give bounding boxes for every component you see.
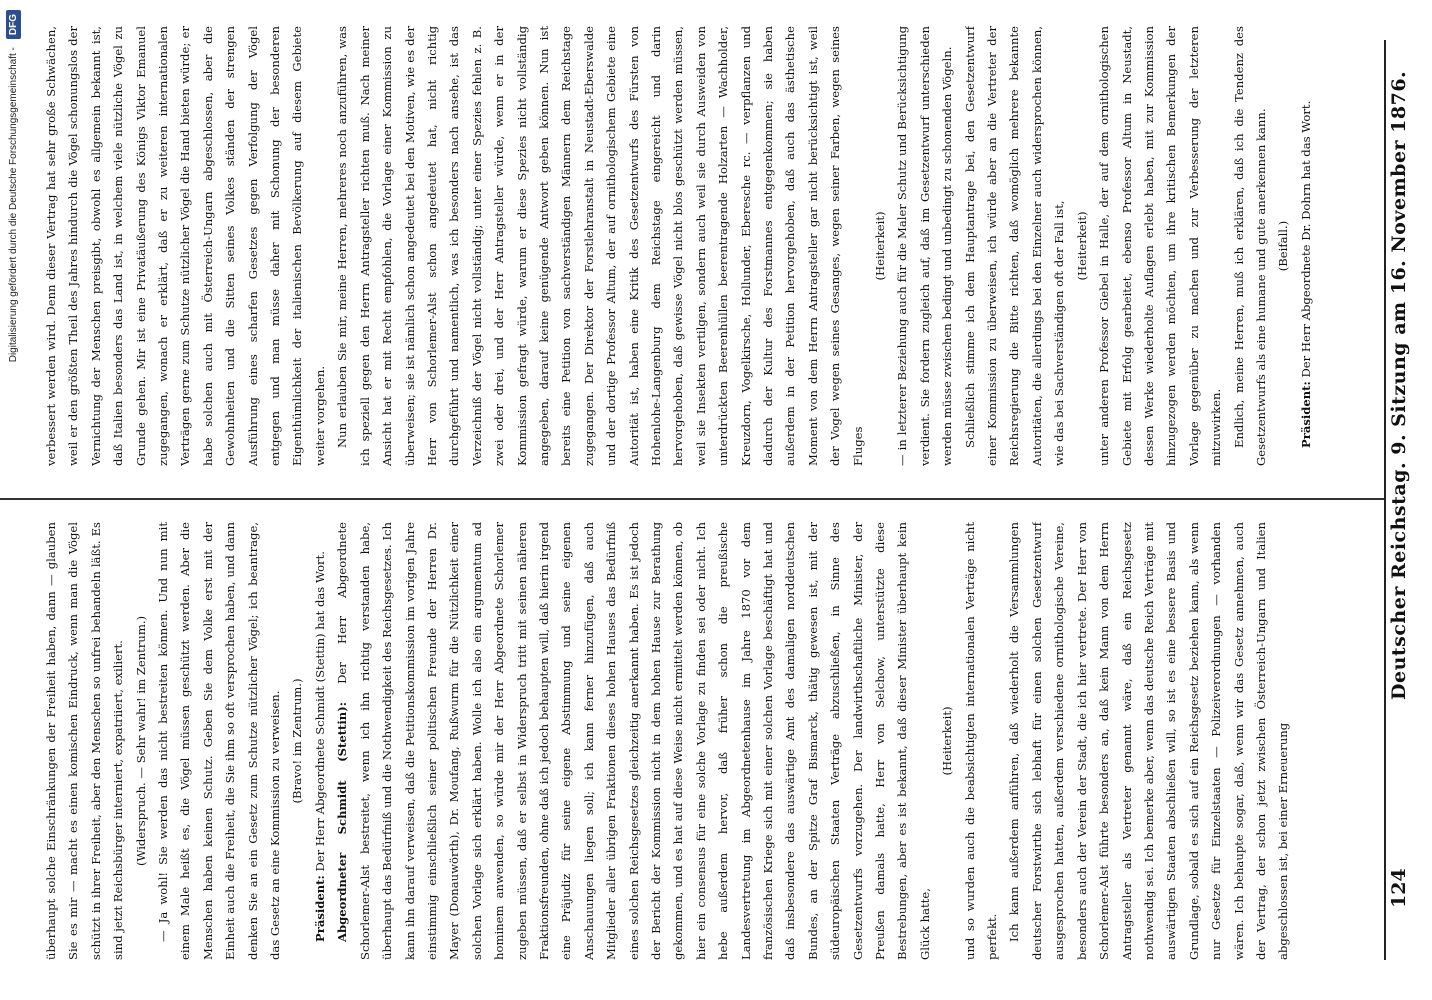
speaker-paragraph (1295, 26, 1317, 466)
speaker-paragraph (331, 522, 936, 960)
paragraph: überhaupt solche Einschränkungen der Freiheit haben, dann — glauben Sie es mir — macht es einen komischen Eindruck, wenn man die Vögel schützt in ihrer Freiheit, aber den Menschen so unfrei behandeln läßt. Es sind jetzt Reichsbürger interniert, expatriiert, exiliert. (44, 522, 126, 960)
speaker-paragraph (309, 522, 331, 960)
paragraph: — Ja wohl! Sie werden das nicht bestreiten können. Und nun mit einem Male heißt es, die Vögel müssen geschützt werden. Aber die Menschen haben keinen Schutz. Geben Sie dem Volke erst mit der Einheit auch die Freiheit, die Sie ihm so oft versprochen haben, und dann denken Sie an ein Gesetz zum Schutze nützlicher Vögel; ich beantrage, das Gesetz an eine Kommission zu verweisen. (156, 522, 283, 960)
right-column (40, 26, 1380, 466)
digitization-note: Digitalisierung gefördert durch die Deutsche Forschungsgemeinschaft - (7, 47, 19, 363)
digitization-footer (0, 0, 26, 1000)
paragraph: verbessert werden wird. Denn dieser Vertrag hat sehr große Schwächen, weil er den größten Theil des Jahres hindurch die Vögel schonungslos der Vernichtung der Menschen preisgibt, obwohl es allgemein bekannt ist, daß Italien besonders das Land ist, in welchem viele nützliche Vögel zu Grunde gehen. Mir ist eine Privatäußerung des Königs Viktor Emanuel zugegangen, wonach er erklärt, daß er zu weiteren internationalen Verträgen gerne zum Schutze nützlicher Vögel die Hand bieten würde; er habe solchen auch mit Österreich-Ungarn abgeschlossen, aber die Gewohnheiten und die Sitten seines Volkes ständen der strengen Ausführung eines scharfen Gesetzes gegen Verfolgung der Vögel entgegen und man müsse daher mit Schonung der besonderen Eigenthümlichkeit der italienischen Bevölkerung auf diesem Gebiete weiter vorgehen. (44, 26, 327, 466)
interjection: (Heiterkeit) (1074, 211, 1089, 281)
paragraph: — in letzterer Beziehung auch für die Maler Schutz und Berücksichtigung verdient. Sie fordern zugleich auf, daß im Gesetzentwurf unterschieden werden müsse zwischen bedingt und unbedingt zu schonenden Vögeln. (895, 26, 955, 466)
paragraph: Nun erlauben Sie mir, meine Herren, mehreres noch anzuführen, was ich speziell gegen den Herrn Antragsteller richten muß. Nach meiner Ansicht hat er mit Recht empfohlen, die Vorlage einer Kommission zu überweisen; sie ist nämlich schon angedeutet bei den Motiven, wie es der Herr von Schorlemer-Alst schon angedeutet hat, nicht richtig durchgeführt und namentlich, was ich besonders nach ansehe, ist das Verzeichniß der Vögel nicht vollständig; unter einer Spezies fehlen z. B. zwei oder drei, und der Herr Antragsteller würde, wenn er in der Kommission gefragt würde, warum er diese Spezies nicht vollständig angegeben, darauf keine genügende Antwort geben können. Nun ist bereits eine Petition von sachverständigen Männern dem Reichstage zugegangen. Der Direktor der Forstlehranstalt in Neustadt-Eberswalde und der dortige Professor Altum, der auf ornithologischem Gebiete eine Autorität ist, haben eine Kritik des Gesetzentwurfs des Fürsten von Hohenlohe-Langenburg dem Reichstage eingereicht und darin hervorgehoben, daß gewisse Vögel nicht blos geschützt werden müssen, weil sie Insekten vertilgen, sondern auch weil sie durch Ausweiden von unterdrückten Beerenhüllen beerentragende Holzarten — Wachholder, Kreuzdorn, Vogelkirsche, Hollunder, Eberesche rc. — verpflanzen und dadurch der Kultur des Forstmannes entgegenkommen; sie haben außerdem in der Petition hervorgehoben, daß auch das ästhetische Moment von dem Herrn Antragsteller gar nicht berücksichtigt ist, weil der Vogel wegen seines Gesanges, wegen seiner Farben, wegen seines Fluges (335, 26, 865, 466)
running-head (1388, 0, 1428, 1000)
speaker-text: Der Herr Abgeordnete Dr. Dohrn hat das Wort. (1298, 100, 1313, 378)
paragraph: unter anderen Professor Giebel in Halle, der auf dem ornithologischen Gebiete mit Erfolg gearbeitet, ebenso Professor Altum in Neustadt, dessen Werke wiederholte Auflagen erlebt haben, mit zur Kommission hinzugezogen werden möchten, um ihre kritischen Bemerkungen der Vorlage gegenüber zu machen und zur Verbesserung der letzteren mitzuwirken. (1097, 26, 1224, 466)
column-divider (0, 498, 1384, 500)
speaker-label: Präsident: (1298, 381, 1313, 448)
interjection: (Beifall.) (1276, 220, 1291, 272)
paragraph: und so wurden auch die beabsichtigten internationalen Verträge nicht perfekt. (962, 522, 1000, 960)
left-column (40, 522, 1380, 960)
page-number: 124 (1388, 868, 1410, 908)
paragraph: Schließlich stimme ich dem Hauptantrage bei, den Gesetzentwurf einer Kommission zu überweisen, ich würde aber an die Vertreter der Reichsregierung die Bitte richten, daß womöglich mehrere bekannte Autoritäten, die allerdings bei den Einzelner auch widersprochen können, wie das bei Sachverständigen oft der Fall ist, (962, 26, 1067, 466)
speaker-label: Abgeordneter Schmidt (Stettin): (335, 701, 350, 942)
dfg-logo: DFG (6, 10, 21, 39)
interjection: (Heiterkeit) (940, 706, 955, 776)
header-rule (1384, 40, 1386, 960)
paragraph: Ich kann außerdem anführen, daß wiederholt die Versammlungen deutscher Forstwirthe sich lebhaft für einen solchen Gesetzentwurf ausgesprochen hatten, außerdem verschiedene ornithologische Vereine, besonders auch der Verein der Stadt, die ich hier vertrete. Der Herr von Schorlemer-Alst führte besonders an, daß kein Mann von dem Herrn Antragsteller als Vertreter genannt wäre, daß ein Reichsgesetz nothwendig sei. Ich bemerke aber, wenn das deutsche Reich Verträge mit auswärtigen Staaten abschließen will, so ist es eine bessere Basis und Grundlage, sobald es sich auf ein Reichsgesetz beziehen kann, als wenn nur Gesetze für Einzelstaaten — Polizeiverordnungen — vorhanden wären. Ich behaupte sogar, daß, wenn wir das Gesetz annehmen, auch der Vertrag, der schon jetzt zwischen Österreich-Ungarn und Italien abgeschlossen ist, bei einer Erneuerung (1007, 522, 1291, 960)
interjection: (Heiterkeit) (873, 211, 888, 281)
interjection: (Widerspruch. — Sehr wahr! im Zentrum.) (133, 615, 148, 867)
speaker-text: Der Herr Abgeordnete Schmidt (Stettin) hat das Wort. (312, 551, 327, 872)
page-title: Deutscher Reichstag. 9. Sitzung am 16. November 1876. (1388, 70, 1410, 700)
speaker-text: Der Herr Abgeordnete Schorlemer-Alst bestreitet, wenn ich ihn richtig verstanden habe, überhaupt das Bedürfniß und die Nothwendigkeit des Reichsgesetzes. Ich kann ihn darauf verweisen, daß die Petitionskommission im vorigen Jahre einstimmig einschließlich seiner politischen Freunde der Herren Dr. Mayer (Donauwörth), Dr. Moufang, Rußwurm für die Nützlichkeit einer solchen Vorlage sich erklärt haben. Wolle ich also ein argumentum ad hominem anwenden, so würde mir der Herr Abgeordnete Schorlemer zugeben müssen, daß er selbst in Widerspruch tritt mit seinen näheren Fraktionsfreunden, ohne daß ich jedoch behaupten will, daß hierin irgend eine Präjudiz für seine eigene Abstimmung und seine eigenen Anschauungen liegen soll; ich kann ferner hinzufügen, daß auch Mitglieder aller übrigen Fraktionen dieses hohen Hauses das Bedürfniß eines solchen Reichsgesetzes gleichzeitig anerkannt haben. Es ist jedoch der Bericht der Kommission nicht in dem hohen Hause zur Berathung gekommen, und es hat auf diese Weise nicht ermittelt werden können, ob hier ein consensus für eine solche Vorlage zu finden sei oder nicht. Ich hebe außerdem hervor, daß früher schon die preußische Landesvertretung im Abgeordnetenhause im Jahre 1870 vor dem französischen Kriege sich mit einer solchen Vorlage beschäftigt hat und daß insbesondere das auswärtige Amt des damaligen norddeutschen Bundes, an der Spitze Graf Bismarck, thätig gewesen ist, mit der südeuropäischen Staaten Verträge abzuschließen, in Sinne des Gesetzentwurfs vorzugehen. Der landwirthschaftliche Minister, der Preußen damals hatte, Herr von Selchow, unterstützte diese Bestrebungen, aber es ist bekannt, daß dieser Minister überhaupt kein Glück hatte, (335, 522, 932, 960)
speaker-label: Präsident: (312, 875, 327, 942)
interjection: (Bravo! im Zentrum.) (290, 678, 305, 804)
paragraph: Endlich, meine Herren, muß ich erklären, daß ich die Tendenz des Gesetzentwurfs als eine humane und gute anerkennen kann. (1231, 26, 1268, 466)
